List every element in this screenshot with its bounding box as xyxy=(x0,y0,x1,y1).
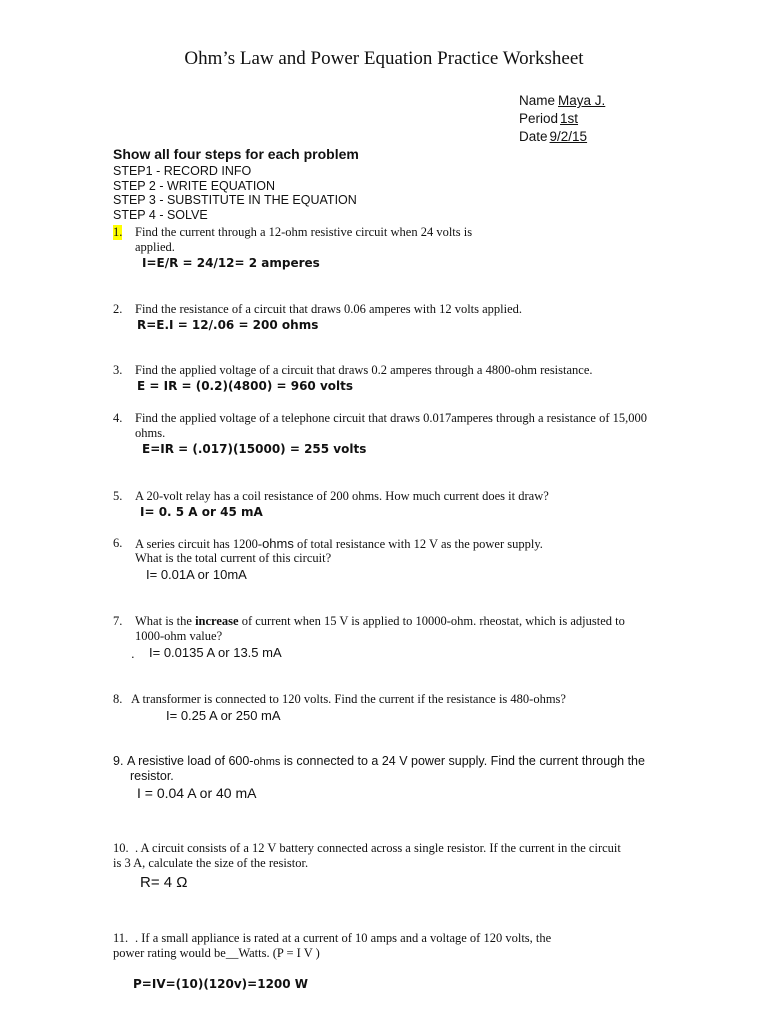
name-field xyxy=(519,93,645,108)
page-title: Ohm’s Law and Power Equation Practice Worksheet xyxy=(184,48,584,69)
problem-number: 10. xyxy=(113,841,129,855)
problem-number: 8. xyxy=(113,692,123,706)
problem-number: 6. xyxy=(113,536,123,550)
problem-answer: I= 0.01A or 10mA xyxy=(146,567,247,582)
problem-answer: E=IR = (.017)(15000) = 255 volts xyxy=(142,442,367,456)
problem-text: ohms. xyxy=(135,426,166,440)
problem-answer: R=E.I = 12/.06 = 200 ohms xyxy=(137,318,319,332)
period-value: 1st xyxy=(560,111,579,126)
problem-answer: I = 0.04 A or 40 mA xyxy=(137,785,257,801)
name-value: Maya J. xyxy=(558,93,606,108)
problem-number: 7. xyxy=(113,614,123,628)
steps-list xyxy=(113,164,357,222)
problem-answer: P=IV=(10)(120v)=1200 W xyxy=(133,977,309,991)
step-item: STEP1 - RECORD INFO xyxy=(113,164,252,178)
problem-number: 9. xyxy=(113,754,124,768)
problem-text: What is the increase of current when 15 V is applied to 10000-ohm. rheostat, which is adjusted to xyxy=(135,614,625,628)
name-label: Name xyxy=(519,93,556,108)
problem-answer: I= 0.25 A or 250 mA xyxy=(166,708,281,723)
problem-answer: E = IR = (0.2)(4800) = 960 volts xyxy=(137,379,354,393)
problem-text: A series circuit has 1200-ohms of total resistance with 12 V as the power supply. xyxy=(135,536,543,551)
problem-answer: R= 4 Ω xyxy=(140,874,188,891)
problem-number: 11. xyxy=(113,931,129,945)
problem-text: A 20-volt relay has a coil resistance of 200 ohms. How much current does it draw? xyxy=(135,489,549,503)
answer-prefix: . xyxy=(131,646,135,661)
problem-text: Find the current through a 12-ohm resistive circuit when 24 volts is xyxy=(135,225,473,239)
problem-text: power rating would be__Watts. (P = I V ) xyxy=(113,946,320,960)
problem-text: . A circuit consists of a 12 V battery connected across a single resistor. If the current in the circuit xyxy=(135,841,621,855)
problem-text: applied. xyxy=(135,240,175,254)
period-label: Period xyxy=(519,111,559,126)
date-value: 9/2/15 xyxy=(549,129,588,144)
problem-number: 1. xyxy=(113,225,123,239)
problem-text: . If a small appliance is rated at a current of 10 amps and a voltage of 120 volts, the xyxy=(135,931,552,945)
problem-text: Find the resistance of a circuit that draws 0.06 amperes with 12 volts applied. xyxy=(135,302,523,316)
problem-text: resistor. xyxy=(130,769,174,783)
problem-text: Find the applied voltage of a circuit that draws 0.2 amperes through a 4800-ohm resistance. xyxy=(135,363,593,377)
problem-text: What is the total current of this circuit? xyxy=(135,551,332,565)
step-item: STEP 4 - SOLVE xyxy=(113,207,208,222)
date-field xyxy=(519,129,656,144)
problem-answer: I= 0. 5 A or 45 mA xyxy=(140,505,263,519)
step-item: STEP 3 - SUBSTITUTE IN THE EQUATION xyxy=(113,193,357,207)
problem-answer: I= 0.0135 A or 13.5 mA xyxy=(149,645,282,660)
problem-number: 4. xyxy=(113,411,123,425)
problem-number: 5. xyxy=(113,489,123,503)
instructions-heading: Show all four steps for each problem xyxy=(113,146,359,162)
problem-answer: I=E/R = 24/12= 2 amperes xyxy=(142,256,320,270)
problem-text: Find the applied voltage of a telephone circuit that draws 0.017amperes through a resistance of 15,000 xyxy=(135,411,647,425)
problem-text: 1000-ohm value? xyxy=(135,629,223,643)
problem-number: 3. xyxy=(113,363,123,377)
problem-text: A resistive load of 600-ohms is connected to a 24 V power supply. Find the current through the xyxy=(127,754,645,768)
problem-text: A transformer is connected to 120 volts. Find the current if the resistance is 480-ohms? xyxy=(131,692,566,706)
step-item: STEP 2 - WRITE EQUATION xyxy=(113,178,276,193)
problem-number: 2. xyxy=(113,302,123,316)
problem-text: is 3 A, calculate the size of the resistor. xyxy=(113,856,309,870)
period-field xyxy=(519,111,646,126)
date-label: Date xyxy=(519,129,548,144)
